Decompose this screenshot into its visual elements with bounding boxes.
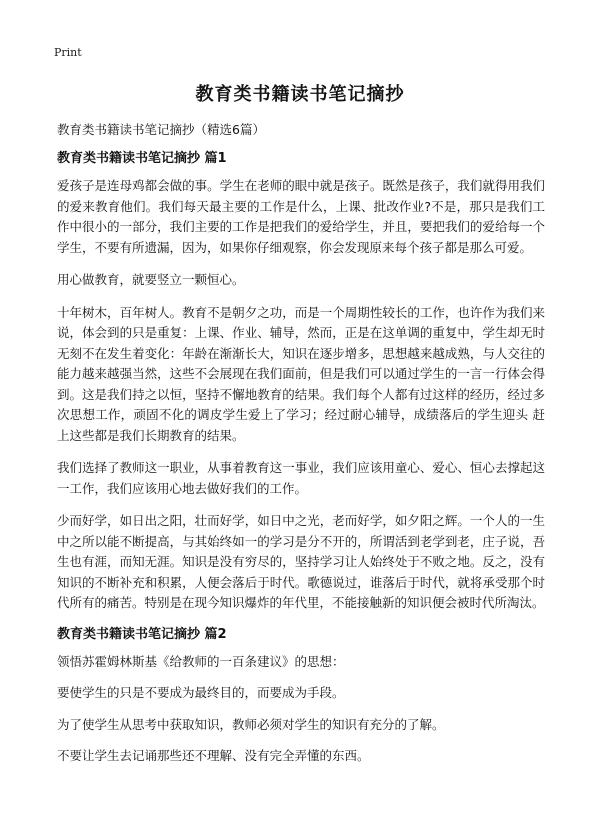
section-1-heading: 教育类书籍读书笔记摘抄 篇1 bbox=[57, 151, 227, 166]
section-2-paragraph-2: 要使学生的只是不要成为最终目的，而要成为手段。 bbox=[57, 685, 345, 700]
section-1-paragraph-1: 爱孩子是连母鸡都会做的事。学生在老师的眼中就是孩子。既然是孩子，我们就得用我们的爱来教育他们。我们每天最主要的工作是什么，上课、批改作业?不是，那只是我们工作中很小的一部分，我们主要的工作是把我们的爱给学生，并且，要把我们的爱给每一个学生，不要有所遗漏，因为，如果你仔细观察，你会发现原来每个孩子都是那么可爱。 bbox=[57, 178, 545, 255]
section-1-paragraph-3: 十年树木，百年树人。教育不是朝夕之功，而是一个周期性较长的工作，也许作为我们来说，体会到的只是重复：上课、作业、辅导，然而，正是在这单调的重复中，学生却无时无刻不在发生着变化：年龄在渐渐长大，知识在逐步增多，思想越来越成熟，与人交往的能力越来越强当然，这些不会展现在我们面前，但是我们可以通过学生的一言一行体会得到。这是我们持之以恒，坚持不懈地教育的结果。我们每个人都有过这样的经历，经过多次思想工作，顽固不化的调皮学生爱上了学习；经过耐心辅导，成绩落后的学生迎头 赶上这些都是我们长期教育的结果。 bbox=[57, 304, 545, 443]
section-2-paragraph-1: 领悟苏霍姆林斯基《给教师的一百条建议》的思想： bbox=[57, 653, 345, 669]
section-2-heading: 教育类书籍读书笔记摘抄 篇2 bbox=[57, 626, 227, 642]
section-1-paragraph-2: 用心做教育，就要竖立一颗恒心。 bbox=[57, 272, 245, 287]
document-subtitle: 教育类书籍读书笔记摘抄（精选6篇） bbox=[57, 122, 265, 137]
section-1-paragraph-5: 少而好学，如日出之阳，壮而好学，如日中之光，老而好学，如夕阳之辉。一个人的一生中之所以能不断提高，与其始终如一的学习是分不开的，所谓活到老学到老，庄子说，吾生也有涯，而知无涯。知识是没有穷尽的，坚持学习让人始终处于不败之地。反之，没有知识的不断补充和积累，人便会落后于时代。歌德说过，谁落后于时代，就将承受那个时代所有的痛苦。特别是在现今知识爆炸的年代里，不能接触新的知识便会被时代所淘汰。 bbox=[57, 513, 545, 610]
section-1-paragraph-4: 我们选择了教师这一职业，从事着教育这一事业，我们应该用童心、爱心、恒心去撑起这一工作，我们应该用心地去做好我们的工作。 bbox=[57, 460, 545, 496]
page-title: 教育类书籍读书笔记摘抄 bbox=[195, 84, 405, 105]
print-link[interactable]: Print bbox=[54, 46, 82, 59]
section-2-paragraph-4: 不要让学生去记诵那些还不理解、没有完全弄懂的东西。 bbox=[57, 748, 370, 763]
section-2-paragraph-3: 为了使学生从思考中获取知识，教师必须对学生的知识有充分的了解。 bbox=[57, 716, 445, 732]
article-body bbox=[57, 121, 545, 778]
